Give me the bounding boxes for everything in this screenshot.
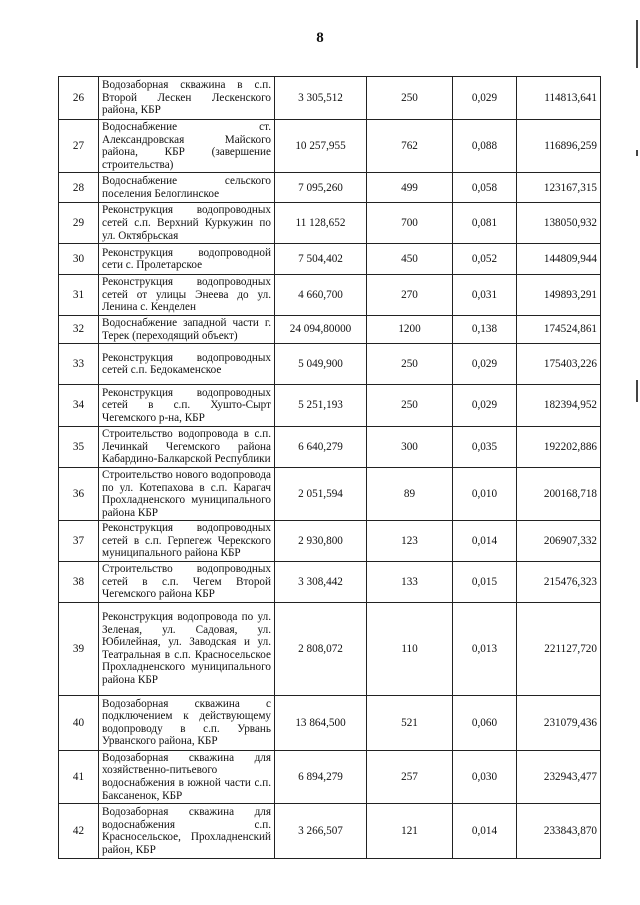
- network-length-cell: 521: [367, 695, 453, 750]
- project-cost-cell: 7 095,260: [275, 173, 367, 203]
- table-row: [59, 275, 601, 316]
- share-ratio-cell: 0,014: [453, 804, 517, 859]
- share-ratio-cell: 0,029: [453, 344, 517, 385]
- cumulative-total-cell: 144809,944: [517, 244, 601, 275]
- network-length-cell: 133: [367, 562, 453, 603]
- project-name-cell: Водозаборная скважина с подключением к действующему водопроводу в с.п. Урвань Урванского района, КБР: [99, 695, 275, 750]
- cumulative-total-cell: 116896,259: [517, 120, 601, 173]
- network-length-cell: 250: [367, 385, 453, 427]
- cumulative-total-cell: 192202,886: [517, 427, 601, 468]
- share-ratio-cell: 0,052: [453, 244, 517, 275]
- row-number-cell: 41: [59, 750, 99, 803]
- share-ratio-cell: 0,015: [453, 562, 517, 603]
- table-row: [59, 77, 601, 120]
- project-cost-cell: 2 051,594: [275, 467, 367, 520]
- cumulative-total-cell: 200168,718: [517, 467, 601, 520]
- cumulative-total-cell: 175403,226: [517, 344, 601, 385]
- table-row: [59, 344, 601, 385]
- cumulative-total-cell: 233843,870: [517, 804, 601, 859]
- row-number-cell: 30: [59, 244, 99, 275]
- table-row: [59, 602, 601, 695]
- project-cost-cell: 7 504,402: [275, 244, 367, 275]
- scan-edge-mark: [636, 150, 638, 156]
- project-cost-cell: 11 128,652: [275, 203, 367, 244]
- row-number-cell: 26: [59, 77, 99, 120]
- project-cost-cell: 3 305,512: [275, 77, 367, 120]
- cumulative-total-cell: 206907,332: [517, 521, 601, 562]
- row-number-cell: 33: [59, 344, 99, 385]
- network-length-cell: 450: [367, 244, 453, 275]
- share-ratio-cell: 0,010: [453, 467, 517, 520]
- project-name-cell: Водоснабжение западной части г. Терек (переходящий объект): [99, 315, 275, 343]
- row-number-cell: 40: [59, 695, 99, 750]
- project-cost-cell: 4 660,700: [275, 275, 367, 316]
- row-number-cell: 28: [59, 173, 99, 203]
- network-length-cell: 250: [367, 344, 453, 385]
- row-number-cell: 29: [59, 203, 99, 244]
- row-number-cell: 35: [59, 427, 99, 468]
- project-name-cell: Реконструкция водопроводных сетей в с.п. Герпегеж Черекского муниципального района КБР: [99, 521, 275, 562]
- row-number-cell: 38: [59, 562, 99, 603]
- cumulative-total-cell: 182394,952: [517, 385, 601, 427]
- share-ratio-cell: 0,029: [453, 385, 517, 427]
- cumulative-total-cell: 231079,436: [517, 695, 601, 750]
- table-row: [59, 427, 601, 468]
- project-cost-cell: 5 251,193: [275, 385, 367, 427]
- project-cost-cell: 2 930,800: [275, 521, 367, 562]
- share-ratio-cell: 0,014: [453, 521, 517, 562]
- project-name-cell: Реконструкция водопроводной сети с. Пролетарское: [99, 244, 275, 275]
- project-name-cell: Водозаборная скважина в с.п. Второй Лескен Лескенского района, КБР: [99, 77, 275, 120]
- table-row: [59, 804, 601, 859]
- network-length-cell: 110: [367, 602, 453, 695]
- table-row: [59, 385, 601, 427]
- project-cost-cell: 3 308,442: [275, 562, 367, 603]
- project-name-cell: Реконструкция водопроводных сетей от улицы Энеева до ул. Ленина с. Кенделен: [99, 275, 275, 316]
- network-length-cell: 270: [367, 275, 453, 316]
- projects-table: [58, 76, 601, 859]
- table-row: [59, 562, 601, 603]
- row-number-cell: 36: [59, 467, 99, 520]
- share-ratio-cell: 0,088: [453, 120, 517, 173]
- project-cost-cell: 3 266,507: [275, 804, 367, 859]
- cumulative-total-cell: 232943,477: [517, 750, 601, 803]
- share-ratio-cell: 0,081: [453, 203, 517, 244]
- share-ratio-cell: 0,013: [453, 602, 517, 695]
- project-name-cell: Строительство нового водопровода по ул. Котепахова в с.п. Карагач Прохладненского муниципального района КБР: [99, 467, 275, 520]
- project-cost-cell: 2 808,072: [275, 602, 367, 695]
- row-number-cell: 27: [59, 120, 99, 173]
- cumulative-total-cell: 114813,641: [517, 77, 601, 120]
- project-name-cell: Водозаборная скважина для хозяйственно-питьевого водоснабжения в южной части с.п. Баксаненок, КБР: [99, 750, 275, 803]
- row-number-cell: 34: [59, 385, 99, 427]
- project-name-cell: Водозаборная скважина для водоснабжения с.п. Красносельское, Прохладненский район, КБР: [99, 804, 275, 859]
- project-cost-cell: 6 894,279: [275, 750, 367, 803]
- network-length-cell: 250: [367, 77, 453, 120]
- project-name-cell: Строительство водопроводных сетей в с.п. Чегем Второй Чегемского района КБР: [99, 562, 275, 603]
- cumulative-total-cell: 123167,315: [517, 173, 601, 203]
- table-row: [59, 173, 601, 203]
- cumulative-total-cell: 149893,291: [517, 275, 601, 316]
- network-length-cell: 121: [367, 804, 453, 859]
- project-cost-cell: 5 049,900: [275, 344, 367, 385]
- project-name-cell: Реконструкция водопроводных сетей с.п. Бедокаменское: [99, 344, 275, 385]
- table-row: [59, 521, 601, 562]
- project-name-cell: Строительство водопровода в с.п. Лечинкай Чегемского района Кабардино-Балкарской Республики: [99, 427, 275, 468]
- share-ratio-cell: 0,029: [453, 77, 517, 120]
- row-number-cell: 39: [59, 602, 99, 695]
- share-ratio-cell: 0,058: [453, 173, 517, 203]
- table-row: [59, 120, 601, 173]
- table-row: [59, 244, 601, 275]
- table-row: [59, 695, 601, 750]
- page-number: 8: [316, 30, 324, 46]
- share-ratio-cell: 0,031: [453, 275, 517, 316]
- row-number-cell: 31: [59, 275, 99, 316]
- cumulative-total-cell: 138050,932: [517, 203, 601, 244]
- project-cost-cell: 24 094,80000: [275, 315, 367, 343]
- share-ratio-cell: 0,035: [453, 427, 517, 468]
- row-number-cell: 42: [59, 804, 99, 859]
- table-row: [59, 203, 601, 244]
- table-row: [59, 315, 601, 343]
- scan-edge-mark: [636, 20, 638, 68]
- project-name-cell: Реконструкция водопроводных сетей с.п. Верхний Куркужин по ул. Октябрьская: [99, 203, 275, 244]
- scan-edge-mark: [636, 380, 638, 402]
- project-name-cell: Водоснабжение сельского поселения Белоглинское: [99, 173, 275, 203]
- table-row: [59, 467, 601, 520]
- network-length-cell: 499: [367, 173, 453, 203]
- network-length-cell: 123: [367, 521, 453, 562]
- project-name-cell: Реконструкция водопровода по ул. Зеленая, ул. Садовая, ул. Юбилейная, ул. Заводская и ул. Театральная в с.п. Красносельское Прохладненского муниципального района КБР: [99, 602, 275, 695]
- cumulative-total-cell: 215476,323: [517, 562, 601, 603]
- row-number-cell: 32: [59, 315, 99, 343]
- cumulative-total-cell: 221127,720: [517, 602, 601, 695]
- network-length-cell: 257: [367, 750, 453, 803]
- network-length-cell: 300: [367, 427, 453, 468]
- network-length-cell: 700: [367, 203, 453, 244]
- project-cost-cell: 13 864,500: [275, 695, 367, 750]
- project-name-cell: Реконструкция водопроводных сетей в с.п. Хушто-Сырт Чегемского р-на, КБР: [99, 385, 275, 427]
- network-length-cell: 89: [367, 467, 453, 520]
- network-length-cell: 1200: [367, 315, 453, 343]
- project-cost-cell: 6 640,279: [275, 427, 367, 468]
- share-ratio-cell: 0,030: [453, 750, 517, 803]
- share-ratio-cell: 0,060: [453, 695, 517, 750]
- project-name-cell: Водоснабжение ст. Александровская Майского района, КБР (завершение строительства): [99, 120, 275, 173]
- share-ratio-cell: 0,138: [453, 315, 517, 343]
- project-cost-cell: 10 257,955: [275, 120, 367, 173]
- cumulative-total-cell: 174524,861: [517, 315, 601, 343]
- network-length-cell: 762: [367, 120, 453, 173]
- row-number-cell: 37: [59, 521, 99, 562]
- table-row: [59, 750, 601, 803]
